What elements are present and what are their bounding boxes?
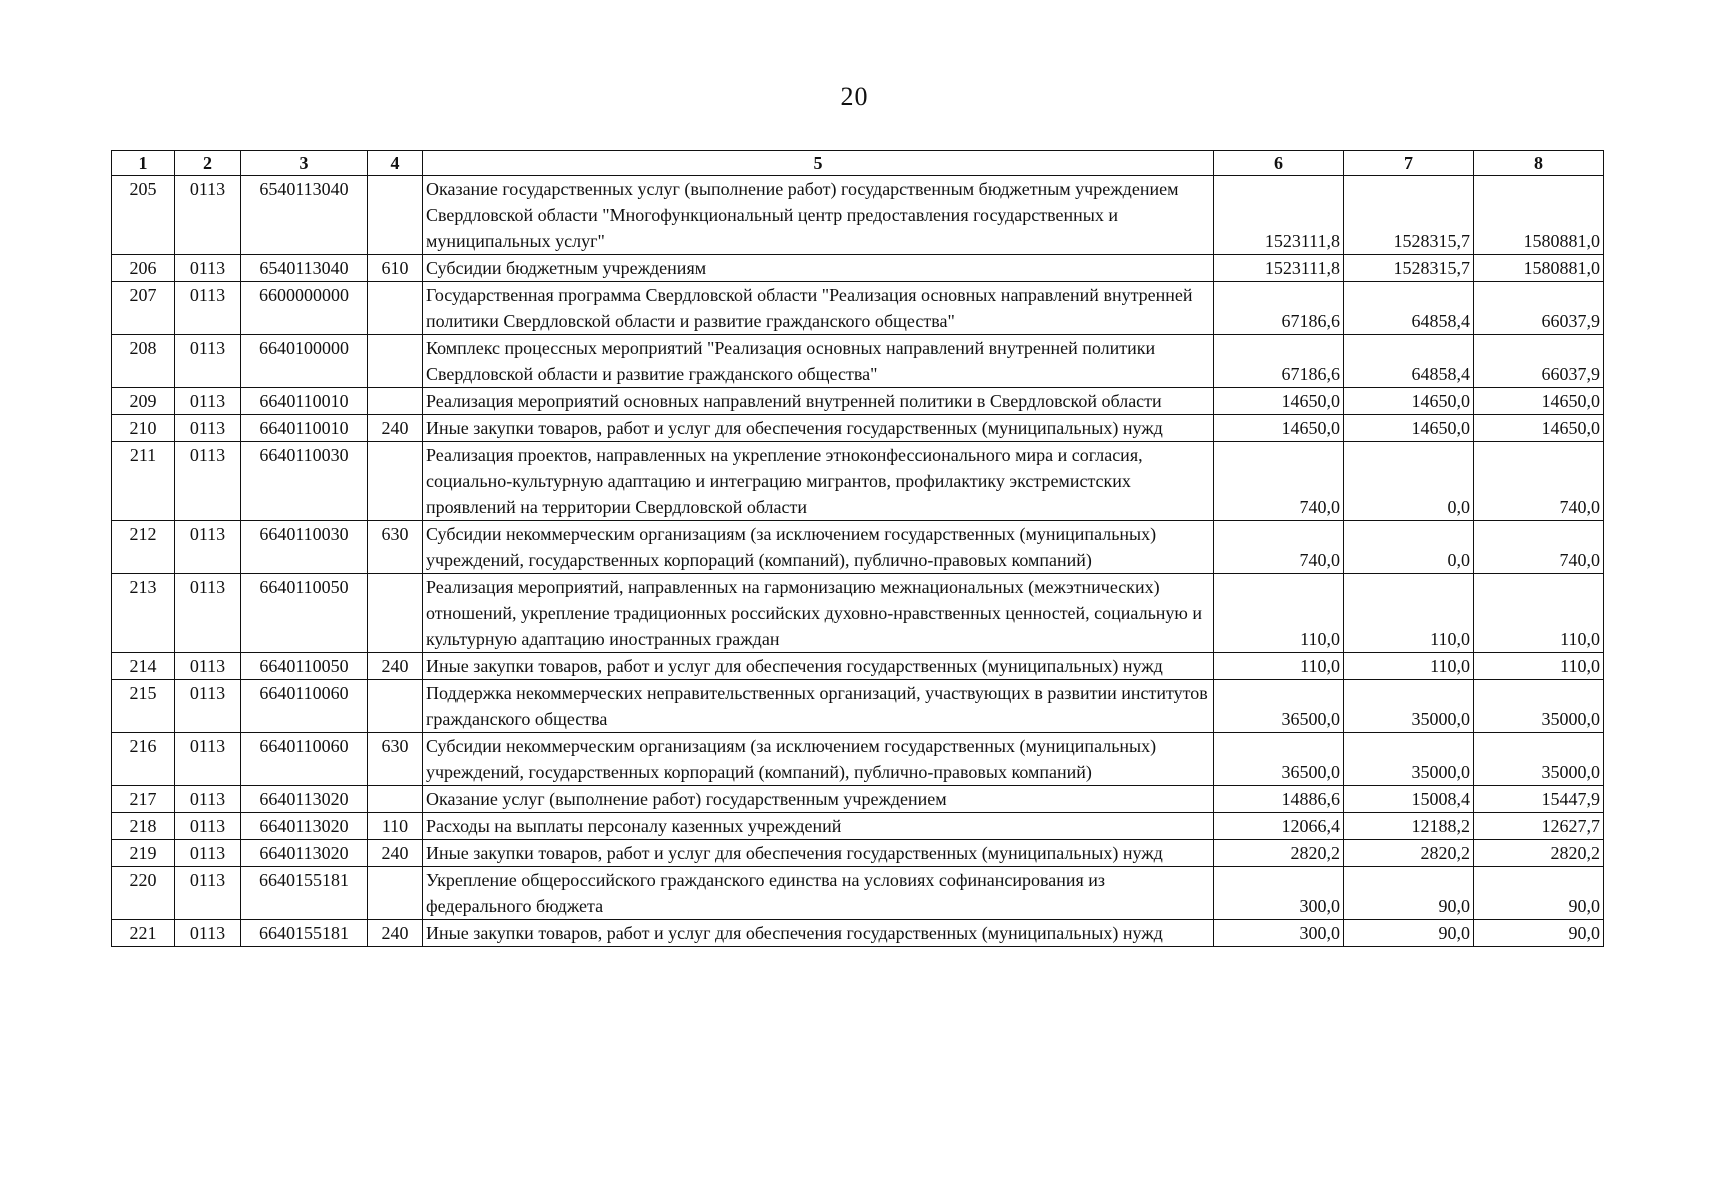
item-name-cell: Субсидии некоммерческим организациям (за исключением государственных (муниципальных) учреждений, государственных корпораций (компаний), публично-правовых компаний) xyxy=(423,733,1214,786)
table-row xyxy=(112,282,1604,335)
target-code-cell: 6640155181 xyxy=(241,920,368,947)
column-header-amount-year-1: 6 xyxy=(1214,151,1344,176)
amount-year-3-cell: 90,0 xyxy=(1474,867,1604,920)
table-row xyxy=(112,786,1604,813)
amount-year-1-cell: 67186,6 xyxy=(1214,335,1344,388)
amount-year-3-cell: 12627,7 xyxy=(1474,813,1604,840)
expense-type-cell xyxy=(368,442,423,521)
expense-type-cell: 240 xyxy=(368,840,423,867)
expense-type-cell: 240 xyxy=(368,653,423,680)
target-code-cell: 6640110050 xyxy=(241,574,368,653)
amount-year-1-cell: 14650,0 xyxy=(1214,388,1344,415)
expense-type-cell xyxy=(368,867,423,920)
expense-type-cell: 240 xyxy=(368,920,423,947)
target-code-cell: 6640155181 xyxy=(241,867,368,920)
section-code-cell: 0113 xyxy=(175,282,241,335)
amount-year-2-cell: 14650,0 xyxy=(1344,388,1474,415)
table-row xyxy=(112,733,1604,786)
row-number-cell: 214 xyxy=(112,653,175,680)
section-code-cell: 0113 xyxy=(175,867,241,920)
item-name-cell: Оказание услуг (выполнение работ) государственным учреждением xyxy=(423,786,1214,813)
section-code-cell: 0113 xyxy=(175,442,241,521)
amount-year-1-cell: 2820,2 xyxy=(1214,840,1344,867)
amount-year-1-cell: 14886,6 xyxy=(1214,786,1344,813)
column-header-expense-type: 4 xyxy=(368,151,423,176)
section-code-cell: 0113 xyxy=(175,388,241,415)
amount-year-1-cell: 1523111,8 xyxy=(1214,176,1344,255)
row-number-cell: 210 xyxy=(112,415,175,442)
expense-type-cell: 610 xyxy=(368,255,423,282)
row-number-cell: 217 xyxy=(112,786,175,813)
amount-year-1-cell: 740,0 xyxy=(1214,521,1344,574)
amount-year-1-cell: 740,0 xyxy=(1214,442,1344,521)
amount-year-2-cell: 0,0 xyxy=(1344,442,1474,521)
section-code-cell: 0113 xyxy=(175,415,241,442)
amount-year-2-cell: 64858,4 xyxy=(1344,282,1474,335)
table-row xyxy=(112,255,1604,282)
expense-type-cell xyxy=(368,574,423,653)
section-code-cell: 0113 xyxy=(175,840,241,867)
amount-year-2-cell: 35000,0 xyxy=(1344,680,1474,733)
column-header-name: 5 xyxy=(423,151,1214,176)
column-header-row-number: 1 xyxy=(112,151,175,176)
section-code-cell: 0113 xyxy=(175,813,241,840)
expense-type-cell: 630 xyxy=(368,733,423,786)
row-number-cell: 206 xyxy=(112,255,175,282)
amount-year-2-cell: 110,0 xyxy=(1344,653,1474,680)
table-body xyxy=(112,176,1604,947)
table-row xyxy=(112,388,1604,415)
section-code-cell: 0113 xyxy=(175,786,241,813)
target-code-cell: 6640110060 xyxy=(241,680,368,733)
amount-year-2-cell: 90,0 xyxy=(1344,920,1474,947)
section-code-cell: 0113 xyxy=(175,335,241,388)
target-code-cell: 6640113020 xyxy=(241,840,368,867)
column-header-amount-year-3: 8 xyxy=(1474,151,1604,176)
item-name-cell: Реализация мероприятий, направленных на гармонизацию межнациональных (межэтнических) отношений, укрепление традиционных российских духовно-нравственных ценностей, социальную и культурную адаптацию иностранных граждан xyxy=(423,574,1214,653)
amount-year-3-cell: 14650,0 xyxy=(1474,415,1604,442)
amount-year-1-cell: 36500,0 xyxy=(1214,733,1344,786)
amount-year-2-cell: 14650,0 xyxy=(1344,415,1474,442)
section-code-cell: 0113 xyxy=(175,653,241,680)
amount-year-3-cell: 66037,9 xyxy=(1474,335,1604,388)
table-row xyxy=(112,680,1604,733)
item-name-cell: Поддержка некоммерческих неправительственных организаций, участвующих в развитии институтов гражданского общества xyxy=(423,680,1214,733)
row-number-cell: 211 xyxy=(112,442,175,521)
table-header xyxy=(112,151,1604,176)
amount-year-1-cell: 14650,0 xyxy=(1214,415,1344,442)
row-number-cell: 219 xyxy=(112,840,175,867)
amount-year-3-cell: 740,0 xyxy=(1474,521,1604,574)
expense-type-cell xyxy=(368,680,423,733)
row-number-cell: 215 xyxy=(112,680,175,733)
table-row xyxy=(112,176,1604,255)
section-code-cell: 0113 xyxy=(175,521,241,574)
row-number-cell: 216 xyxy=(112,733,175,786)
item-name-cell: Иные закупки товаров, работ и услуг для обеспечения государственных (муниципальных) нужд xyxy=(423,920,1214,947)
section-code-cell: 0113 xyxy=(175,176,241,255)
item-name-cell: Субсидии некоммерческим организациям (за исключением государственных (муниципальных) учреждений, государственных корпораций (компаний), публично-правовых компаний) xyxy=(423,521,1214,574)
amount-year-2-cell: 90,0 xyxy=(1344,867,1474,920)
expense-type-cell xyxy=(368,282,423,335)
column-header-section: 2 xyxy=(175,151,241,176)
item-name-cell: Реализация проектов, направленных на укрепление этноконфессионального мира и согласия, социально-культурную адаптацию и интеграцию мигрантов, профилактику экстремистских проявлений на территории Свердловской области xyxy=(423,442,1214,521)
target-code-cell: 6640113020 xyxy=(241,813,368,840)
section-code-cell: 0113 xyxy=(175,733,241,786)
table-row xyxy=(112,415,1604,442)
amount-year-3-cell: 110,0 xyxy=(1474,574,1604,653)
table-row xyxy=(112,521,1604,574)
expense-type-cell xyxy=(368,335,423,388)
amount-year-3-cell: 110,0 xyxy=(1474,653,1604,680)
section-code-cell: 0113 xyxy=(175,920,241,947)
amount-year-2-cell: 12188,2 xyxy=(1344,813,1474,840)
amount-year-2-cell: 0,0 xyxy=(1344,521,1474,574)
row-number-cell: 205 xyxy=(112,176,175,255)
section-code-cell: 0113 xyxy=(175,574,241,653)
expense-type-cell xyxy=(368,388,423,415)
header-row xyxy=(112,151,1604,176)
target-code-cell: 6540113040 xyxy=(241,255,368,282)
item-name-cell: Расходы на выплаты персоналу казенных учреждений xyxy=(423,813,1214,840)
table-row xyxy=(112,335,1604,388)
target-code-cell: 6640110050 xyxy=(241,653,368,680)
amount-year-2-cell: 35000,0 xyxy=(1344,733,1474,786)
amount-year-2-cell: 15008,4 xyxy=(1344,786,1474,813)
item-name-cell: Реализация мероприятий основных направлений внутренней политики в Свердловской области xyxy=(423,388,1214,415)
amount-year-3-cell: 15447,9 xyxy=(1474,786,1604,813)
amount-year-3-cell: 35000,0 xyxy=(1474,680,1604,733)
amount-year-1-cell: 300,0 xyxy=(1214,867,1344,920)
row-number-cell: 213 xyxy=(112,574,175,653)
amount-year-1-cell: 1523111,8 xyxy=(1214,255,1344,282)
target-code-cell: 6600000000 xyxy=(241,282,368,335)
table-row xyxy=(112,867,1604,920)
amount-year-2-cell: 1528315,7 xyxy=(1344,255,1474,282)
item-name-cell: Укрепление общероссийского гражданского единства на условиях софинансирования из федерального бюджета xyxy=(423,867,1214,920)
amount-year-1-cell: 110,0 xyxy=(1214,653,1344,680)
amount-year-3-cell: 1580881,0 xyxy=(1474,176,1604,255)
expense-type-cell: 630 xyxy=(368,521,423,574)
table-row xyxy=(112,813,1604,840)
page-number: 20 xyxy=(840,82,869,111)
target-code-cell: 6640110010 xyxy=(241,415,368,442)
amount-year-3-cell: 35000,0 xyxy=(1474,733,1604,786)
item-name-cell: Иные закупки товаров, работ и услуг для обеспечения государственных (муниципальных) нужд xyxy=(423,840,1214,867)
amount-year-1-cell: 36500,0 xyxy=(1214,680,1344,733)
table-row xyxy=(112,840,1604,867)
item-name-cell: Государственная программа Свердловской области "Реализация основных направлений внутренней политики Свердловской области и развитие гражданского общества" xyxy=(423,282,1214,335)
budget-table xyxy=(111,150,1604,947)
item-name-cell: Комплекс процессных мероприятий "Реализация основных направлений внутренней политики Свердловской области и развитие гражданского общества" xyxy=(423,335,1214,388)
target-code-cell: 6640110030 xyxy=(241,442,368,521)
amount-year-3-cell: 2820,2 xyxy=(1474,840,1604,867)
item-name-cell: Иные закупки товаров, работ и услуг для обеспечения государственных (муниципальных) нужд xyxy=(423,653,1214,680)
expense-type-cell: 240 xyxy=(368,415,423,442)
row-number-cell: 208 xyxy=(112,335,175,388)
amount-year-2-cell: 64858,4 xyxy=(1344,335,1474,388)
section-code-cell: 0113 xyxy=(175,680,241,733)
amount-year-1-cell: 110,0 xyxy=(1214,574,1344,653)
amount-year-1-cell: 300,0 xyxy=(1214,920,1344,947)
target-code-cell: 6540113040 xyxy=(241,176,368,255)
amount-year-2-cell: 1528315,7 xyxy=(1344,176,1474,255)
target-code-cell: 6640113020 xyxy=(241,786,368,813)
amount-year-2-cell: 2820,2 xyxy=(1344,840,1474,867)
table-row xyxy=(112,574,1604,653)
amount-year-3-cell: 740,0 xyxy=(1474,442,1604,521)
row-number-cell: 209 xyxy=(112,388,175,415)
item-name-cell: Оказание государственных услуг (выполнение работ) государственным бюджетным учреждением Свердловской области "Многофункциональный центр предоставления государственных и муниципальных услуг" xyxy=(423,176,1214,255)
expense-type-cell: 110 xyxy=(368,813,423,840)
amount-year-3-cell: 14650,0 xyxy=(1474,388,1604,415)
amount-year-3-cell: 90,0 xyxy=(1474,920,1604,947)
expense-type-cell xyxy=(368,786,423,813)
amount-year-3-cell: 1580881,0 xyxy=(1474,255,1604,282)
row-number-cell: 212 xyxy=(112,521,175,574)
target-code-cell: 6640110030 xyxy=(241,521,368,574)
row-number-cell: 218 xyxy=(112,813,175,840)
column-header-target-code: 3 xyxy=(241,151,368,176)
row-number-cell: 220 xyxy=(112,867,175,920)
table-row xyxy=(112,442,1604,521)
table-row xyxy=(112,653,1604,680)
amount-year-1-cell: 12066,4 xyxy=(1214,813,1344,840)
table-row xyxy=(112,920,1604,947)
item-name-cell: Иные закупки товаров, работ и услуг для обеспечения государственных (муниципальных) нужд xyxy=(423,415,1214,442)
row-number-cell: 221 xyxy=(112,920,175,947)
target-code-cell: 6640100000 xyxy=(241,335,368,388)
row-number-cell: 207 xyxy=(112,282,175,335)
amount-year-2-cell: 110,0 xyxy=(1344,574,1474,653)
section-code-cell: 0113 xyxy=(175,255,241,282)
item-name-cell: Субсидии бюджетным учреждениям xyxy=(423,255,1214,282)
amount-year-3-cell: 66037,9 xyxy=(1474,282,1604,335)
column-header-amount-year-2: 7 xyxy=(1344,151,1474,176)
amount-year-1-cell: 67186,6 xyxy=(1214,282,1344,335)
target-code-cell: 6640110060 xyxy=(241,733,368,786)
target-code-cell: 6640110010 xyxy=(241,388,368,415)
expense-type-cell xyxy=(368,176,423,255)
